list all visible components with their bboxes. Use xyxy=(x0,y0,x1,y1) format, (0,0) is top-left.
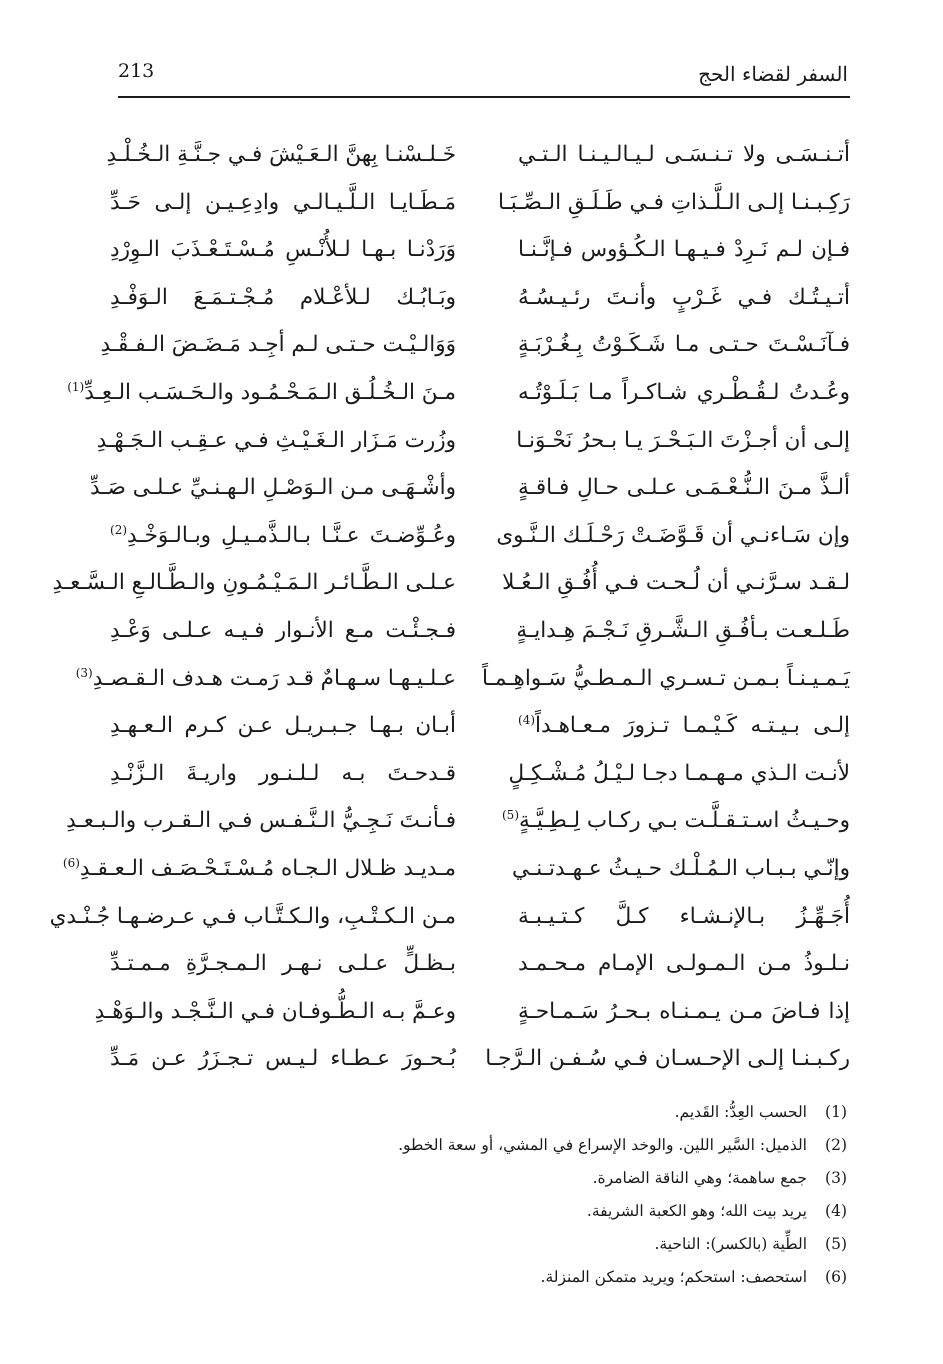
page-number: 213 xyxy=(118,60,155,82)
footnote-item xyxy=(247,1096,847,1129)
footnote-text: الذميل: السَّير اللين. والوخد الإسراع في المشي، أو سعة الخطو. xyxy=(398,1136,807,1154)
verse-hemistich-second xyxy=(110,604,456,657)
verse-hemistich-first xyxy=(518,461,850,514)
verse-hemistich-first xyxy=(518,223,850,276)
footnote-marker: (6) xyxy=(62,855,80,870)
verse-hemistich-second xyxy=(110,747,456,800)
verse-text: يَـمـيـنـاً بـمـن تـسـري الـمـطـيُّ سَـواهِـمـاً xyxy=(481,666,850,691)
verse-hemistich-first xyxy=(518,937,850,990)
verse-hemistich-first xyxy=(508,747,850,800)
footnote-number: (2) xyxy=(825,1136,847,1154)
verse-text: مـديـد ظـلال الـجـاه مُـسْـتَـحْـصَـف الـعـقـدِ xyxy=(79,856,456,881)
verse-hemistich-first xyxy=(481,652,850,705)
verse-hemistich-first xyxy=(502,556,850,609)
verse-text: وحـيـثُ اسـتـقـلَّـت بـي ركـاب لِـطِـيَّـةٍ xyxy=(519,808,850,833)
footnote-item xyxy=(247,1228,847,1261)
verse-text: نـلـوذُ مـن الـمـولـى الإمـام مـحـمـد xyxy=(518,951,850,976)
verse-text: مـنَ الـخُـلُـق الـمَـحْـمُـود والـحَـسَـب الـعِـدِّ xyxy=(84,380,456,405)
verse-text: وعُـوِّضـتَ عـنَّـا بـالـذَّمـيـلِ وبـالـوَخْـدِ xyxy=(127,523,456,548)
verse-hemistich-second xyxy=(66,794,456,847)
verse-text: إذا فـاضَ مـن يـمـنـاه بـحـرُ سَـمـاحـةٍ xyxy=(518,999,850,1024)
page-header xyxy=(118,50,850,98)
verse-text: وَوَالـيْـت حـتـى لـم أجِـد مَـضَـضَ الـفـقْـدِ xyxy=(100,332,456,357)
footnote-marker: (4) xyxy=(518,712,536,727)
poem-body xyxy=(49,128,850,1082)
footnote-number: (1) xyxy=(825,1103,847,1121)
verse-text: لـقـد سـرَّنـي أن لُـحـت فـي أُفُـقِ الـعُـلا xyxy=(502,570,850,595)
footnote-marker: (3) xyxy=(75,665,93,680)
verse-hemistich-second xyxy=(96,414,456,467)
footnote-text: جمع ساهمة؛ وهي الناقة الضامرة. xyxy=(592,1169,807,1187)
verse-hemistich-first xyxy=(518,271,850,324)
footnote-marker: (5) xyxy=(501,807,519,822)
verse-text: قـدحـتَ بـه لـلـنـور واريـةَ الـزَّنْـدِ xyxy=(110,761,456,786)
verse-hemistich-first xyxy=(518,414,850,467)
verse-text: فـأنـتَ نَـجِـيُّ الـنَّـفـس فـي الـقـرب والـبـعـدِ xyxy=(66,808,456,833)
footnote-marker: (1) xyxy=(67,379,85,394)
running-title: السفر لقضاء الحج xyxy=(698,62,848,86)
verse-hemistich-second xyxy=(110,223,456,276)
verse-text: وعـمَّ بـه الـطُّـوفـان فـي الـنَّـجْـد والـوَهْـدِ xyxy=(94,999,456,1024)
verse-hemistich-first xyxy=(496,509,850,562)
footnote-number: (6) xyxy=(825,1268,847,1286)
verse-text: وزُرت مَـزَار الـغَـيْـثِ فـي عـقِـب الـجَـهْـدِ xyxy=(96,428,456,453)
verse-hemistich-first xyxy=(497,176,850,229)
verse-hemistich-second xyxy=(49,890,456,943)
footnote-item xyxy=(247,1162,847,1195)
verse-text: رَكِـبـنـا إلـى الـلَّـذاتِ فـي طَـلَـقِ الـصِّـبَـا xyxy=(497,190,850,215)
verse-text: أتـيـتُـك فـي غَـرْبٍ وأنـتَ رئـيـسُـهُ xyxy=(518,285,850,310)
verse-text: عـلـيـهـا سـهـامٌ قـد رَمـت هـدف الـقـصـدِ xyxy=(92,666,456,691)
verse-hemistich-first xyxy=(518,890,850,943)
verse-text: بـظـلٍّ عـلـى نـهـر الـمـجـرَّةِ مـمـتـدِّ xyxy=(110,951,456,976)
verse-text: وبَـابُـك لـلأعْـلام مُـجْـتـمَـعَ الـوَفْـدِ xyxy=(110,285,456,310)
verse-text: بُـحـورَ عـطـاء لـيـس تـجـزَرُ عـن مَـدِّ xyxy=(110,1046,456,1071)
footnote-item xyxy=(247,1195,847,1228)
verse-hemistich-second xyxy=(52,556,456,609)
verse-text: عـلـى الـطَّـائـر الـمَـيْـمُـونِ والـطَّـالـعِ الـسَّـعـدِ xyxy=(52,570,456,595)
verse-text: لأنـت الـذي مـهـمـا دجـا لـيْـلُ مُـشْـكِـلٍ xyxy=(508,761,850,786)
verse-hemistich-first xyxy=(518,318,850,371)
verse-hemistich-second xyxy=(110,509,456,562)
verse-text: وعُـدتُ لـقُـطْـري شـاكـراً مـا بَـلَـوْتُـه xyxy=(518,380,850,405)
verse-text: فـجـئْـت مـع الأنـوار فـيـه عـلـى وَعْـدِ xyxy=(110,618,456,643)
verse-text: أُجَـهِّـزُ بـالإنـشـاء كـلَّ كـتـيـبـة xyxy=(518,904,850,929)
verse-text: فـإن لـم نَـرِدْ فـيـهـا الـكُـؤوس فـإنَّـنـا xyxy=(518,237,850,262)
verse-hemistich-second xyxy=(110,271,456,324)
footnote-number: (4) xyxy=(825,1202,847,1220)
verse-hemistich-second xyxy=(75,652,456,705)
verse-text: وأشْـهَـى مـن الـوَصْـلِ الـهـنـيِّ عـلـى صَـدِّ xyxy=(90,475,456,500)
footnote-text: استحصف: استحكم؛ ويريد متمكن المنزلة. xyxy=(540,1268,807,1286)
verse-hemistich-second xyxy=(106,128,456,181)
verse-hemistich-second xyxy=(62,842,456,895)
verse-hemistich-first xyxy=(485,1032,850,1085)
verse-hemistich-second xyxy=(110,176,456,229)
verse-text: ألـذَّ مـنَ الـنُّـعْـمَـى عـلـى حـالِ فـاقـةٍ xyxy=(518,475,850,500)
verse-text: مَـطَـايـا الـلَّـيـالـي وادِعِـيـن إلـى حَـدِّ xyxy=(110,190,456,215)
verse-text: ركـبـنـا إلـى الإحـسـان فـي سُـفـن الـرَّجـا xyxy=(485,1046,850,1071)
verse-hemistich-first xyxy=(518,128,850,181)
verse-text: أتـنـسَـى ولا تـنـسَـى لـيـالـيـنـا الـتـي xyxy=(518,142,850,167)
verse-hemistich-first xyxy=(501,794,850,847)
footnote-marker: (2) xyxy=(110,522,128,537)
footnote-number: (5) xyxy=(825,1235,847,1253)
verse-hemistich-second xyxy=(110,699,456,752)
verse-text: إلـى بـيـتـه كَـيْـمـا تـزورَ مـعـاهـداً xyxy=(535,713,850,738)
verse-text: فـآنَـسْـتَ حـتـى مـا شَـكَـوْتُ بِـغُـرْبَـةٍ xyxy=(518,332,850,357)
verse-text: وَرَدْنـا بـهـا لـلأُنْـسِ مُـسْـتَـعْـذَبَ الـوِرْدِ xyxy=(110,237,456,262)
verse-text: مـن الـكـتْـبِ، والـكـتَّـاب فـي عـرضـهـا جُـنْـدي xyxy=(49,904,456,929)
footnote-text: الحسب العِدُّ: القَديم. xyxy=(674,1103,807,1121)
verse-hemistich-second xyxy=(100,318,456,371)
verse-hemistich-second xyxy=(90,461,456,514)
verse-hemistich-first xyxy=(518,604,850,657)
verse-hemistich-second xyxy=(67,366,456,419)
verse-hemistich-first xyxy=(518,366,850,419)
verse-hemistich-first xyxy=(518,985,850,1038)
verse-text: وإن سَـاءنـي أن قَـوَّضَـتْ رَحْـلَـك الـنَّـوى xyxy=(496,523,850,548)
verse-text: وإنّـي بـبـاب الـمُـلْـك حـيـثُ عـهـدتـنـي xyxy=(512,856,850,881)
footnotes xyxy=(247,1096,847,1294)
verse-hemistich-second xyxy=(110,1032,456,1085)
verse-text: طَـلـعـت بـأفُـقِ الـشَّـرقِ نَـجْـمَ هِـدايـةٍ xyxy=(516,618,850,643)
verse-hemistich-first xyxy=(518,699,850,752)
footnote-item xyxy=(247,1261,847,1294)
footnote-item xyxy=(247,1129,847,1162)
footnote-text: يريد بيت الله؛ وهو الكعبة الشريفة. xyxy=(586,1202,807,1220)
footnote-text: الطِّية (بالكسر): الناحية. xyxy=(654,1235,807,1253)
footnote-number: (3) xyxy=(825,1169,847,1187)
verse-text: أبـان بـهـا جـبـريـل عـن كـرم الـعـهـدِ xyxy=(110,713,456,738)
verse-hemistich-second xyxy=(110,937,456,990)
verse-text: خَـلـسْنـا بِهنَّ الـعَـيْشَ فـي جـنَّـةِ الـخُـلْـدِ xyxy=(106,142,456,167)
verse-hemistich-first xyxy=(512,842,850,895)
verse-text: إلـى أن أجـزْتَ الـبَـحْـرَ يـا بـحرُ نَحْـوَنـا xyxy=(516,428,850,453)
verse-hemistich-second xyxy=(94,985,456,1038)
